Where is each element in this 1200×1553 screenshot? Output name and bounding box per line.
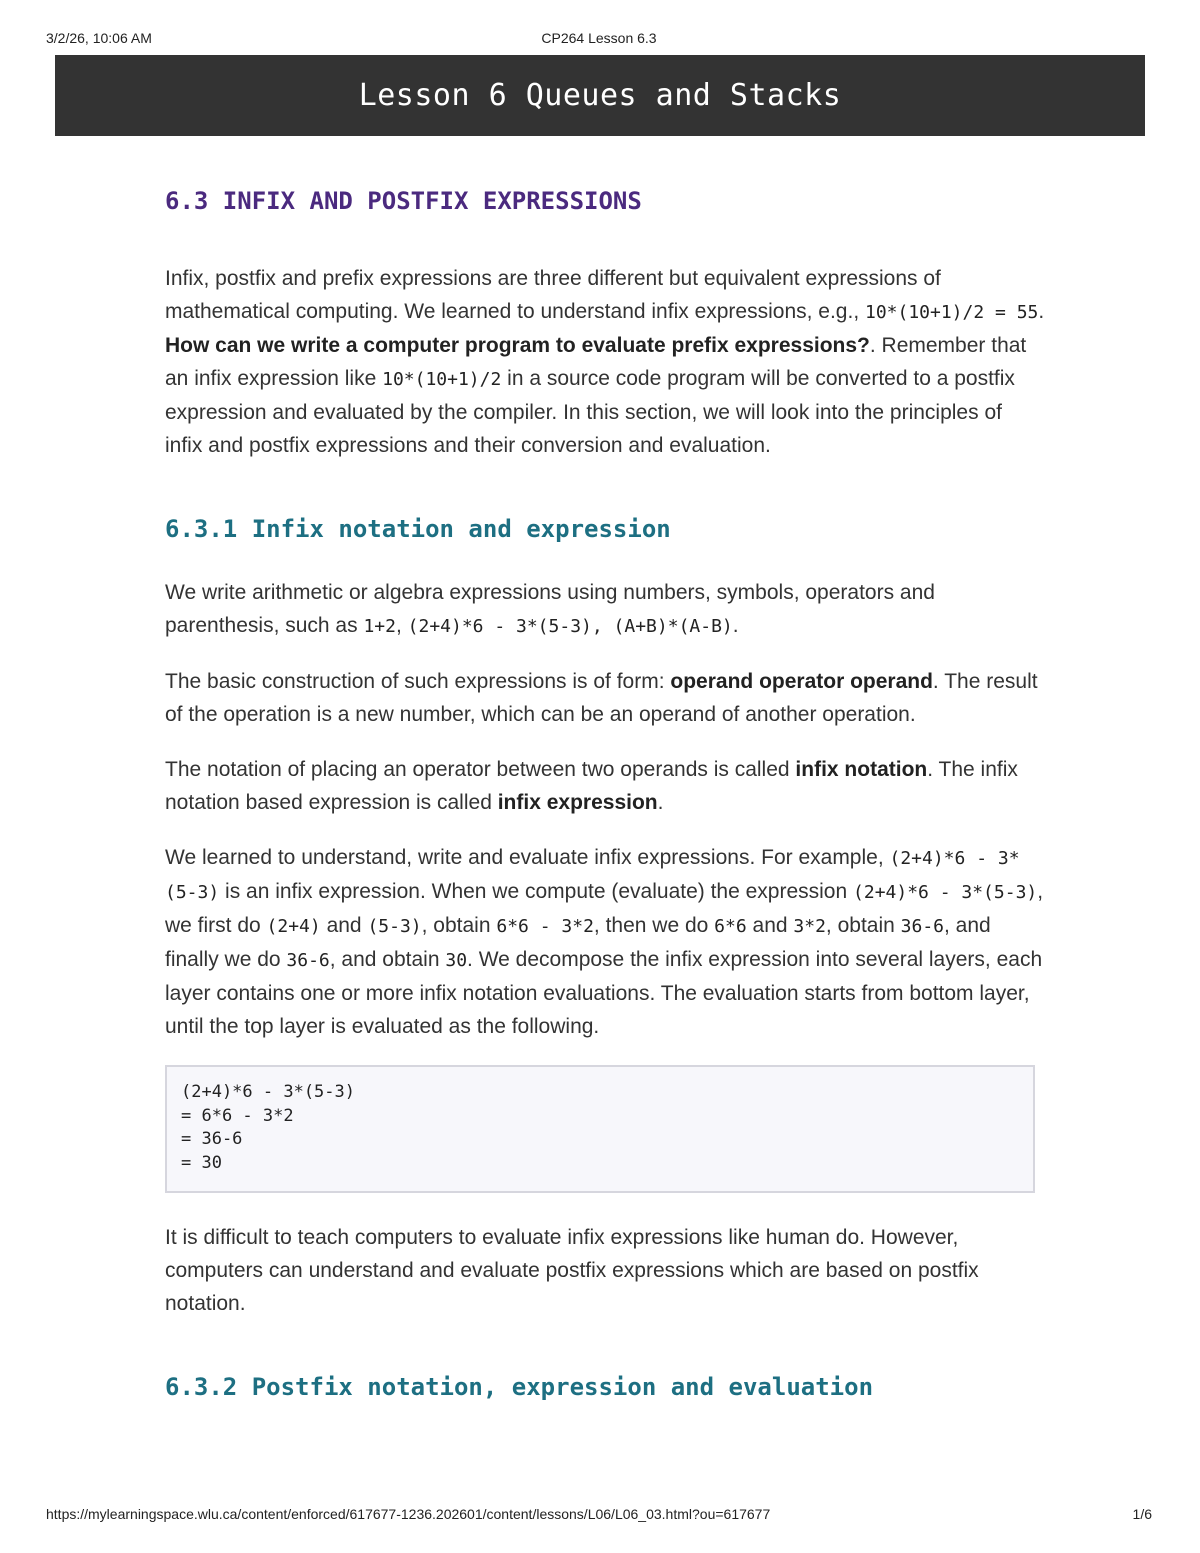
lesson-content (165, 180, 1045, 1434)
inline-code: (2+4)*6 - 3*(5-3) (165, 848, 1020, 903)
code-line: = 36-6 (181, 1129, 243, 1149)
inline-code: 3*2 (793, 916, 826, 937)
intro-paragraph: Infix, postfix and prefix expressions are three different but equivalent expressions of mathematical computing. We learned to understand infix expressions, e.g., 10*(10+1)/2 = 55. How can we write a computer program to evaluate prefix expressions?. Remember that an infix expression like 10*(10+1)/2 in a source code program will be converted to a postfix expression and evaluated by the compiler. In this section, we will look into the principles of infix and postfix expressions and their conversion and evaluation. (165, 267, 1045, 457)
inline-code: 6*6 (714, 916, 747, 937)
inline-code: 36-6 (286, 950, 330, 971)
section-heading: 6.3 INFIX AND POSTFIX EXPRESSIONS (165, 187, 642, 215)
print-footer (46, 1506, 1152, 1526)
paragraph-infix-examples: We write arithmetic or algebra expressions using numbers, symbols, operators and parenthesis, such as 1+2, (2+4)*6 - 3*(5-3), (A+B)*(A-B). (165, 581, 935, 637)
lesson-banner (55, 55, 1145, 136)
inline-code: (2+4)*6 - 3*(5-3), (A+B)*(A-B) (407, 616, 733, 637)
code-line: = 30 (181, 1152, 222, 1173)
inline-code: 10*(10+1)/2 = 55 (864, 302, 1039, 323)
inline-code: 6*6 - 3*2 (496, 916, 594, 937)
code-line: = 6*6 - 3*2 (181, 1105, 294, 1126)
bold-term: infix notation (795, 758, 928, 781)
bold-term: infix expression (497, 791, 658, 814)
paragraph-evaluation: We learned to understand, write and evaluate infix expressions. For example, (2+4)*6 - 3*(5-3) is an infix expression. When we compute (evaluate) the expression (2+4)*6 - 3*(5-3), we first do (2+4) and (5-3), obtain 6*6 - 3*2, then we do 6*6 and 3*2, obtain 36-6, and finally we do 36-6, and obtain 30. We decompose the infix expression into several layers, each layer contains one or more infix notation evaluations. The evaluation starts from bottom layer, until the top layer is evaluated as the following. (165, 846, 1044, 1038)
paragraph-computers: It is difficult to teach computers to evaluate infix expressions like human do. However, computers can understand and evaluate postfix expressions which are based on postfix notation. (165, 1226, 979, 1315)
bold-term: operand operator operand (670, 670, 933, 693)
inline-code: (2+4)*6 - 3*(5-3) (853, 882, 1038, 903)
print-header (46, 30, 1152, 50)
page-number: 1/6 (1132, 1506, 1152, 1522)
print-date: 3/2/26, 10:06 AM (46, 30, 152, 46)
inline-code: 1+2 (363, 616, 396, 637)
subsection-heading-infix: 6.3.1 Infix notation and expression (165, 515, 671, 543)
print-title: CP264 Lesson 6.3 (541, 30, 657, 46)
inline-code: (2+4) (266, 916, 321, 937)
lesson-title: Lesson 6 Queues and Stacks (358, 78, 842, 113)
code-line: (2+4)*6 - 3*(5-3) (181, 1082, 355, 1102)
inline-code: 36-6 (900, 916, 945, 937)
paragraph-infix-notation: The notation of placing an operator between two operands is called infix notation. The infix notation based expression is called infix expression. (165, 758, 1018, 814)
bold-question: How can we write a computer program to evaluate prefix expressions? (165, 334, 870, 357)
code-block (165, 1065, 1035, 1193)
inline-code: 30 (445, 950, 468, 971)
paragraph-construction: The basic construction of such expressions is of form: operand operator operand. The result of the operation is a new number, which can be an operand of another operation. (165, 670, 1038, 726)
inline-code: 10*(10+1)/2 (382, 369, 502, 390)
subsection-heading-postfix: 6.3.2 Postfix notation, expression and evaluation (165, 1373, 874, 1401)
page-url: https://mylearningspace.wlu.ca/content/enforced/617677-1236.202601/content/lessons/L06/L06_03.html?ou=617677 (46, 1506, 771, 1522)
inline-code: (5-3) (367, 916, 422, 937)
